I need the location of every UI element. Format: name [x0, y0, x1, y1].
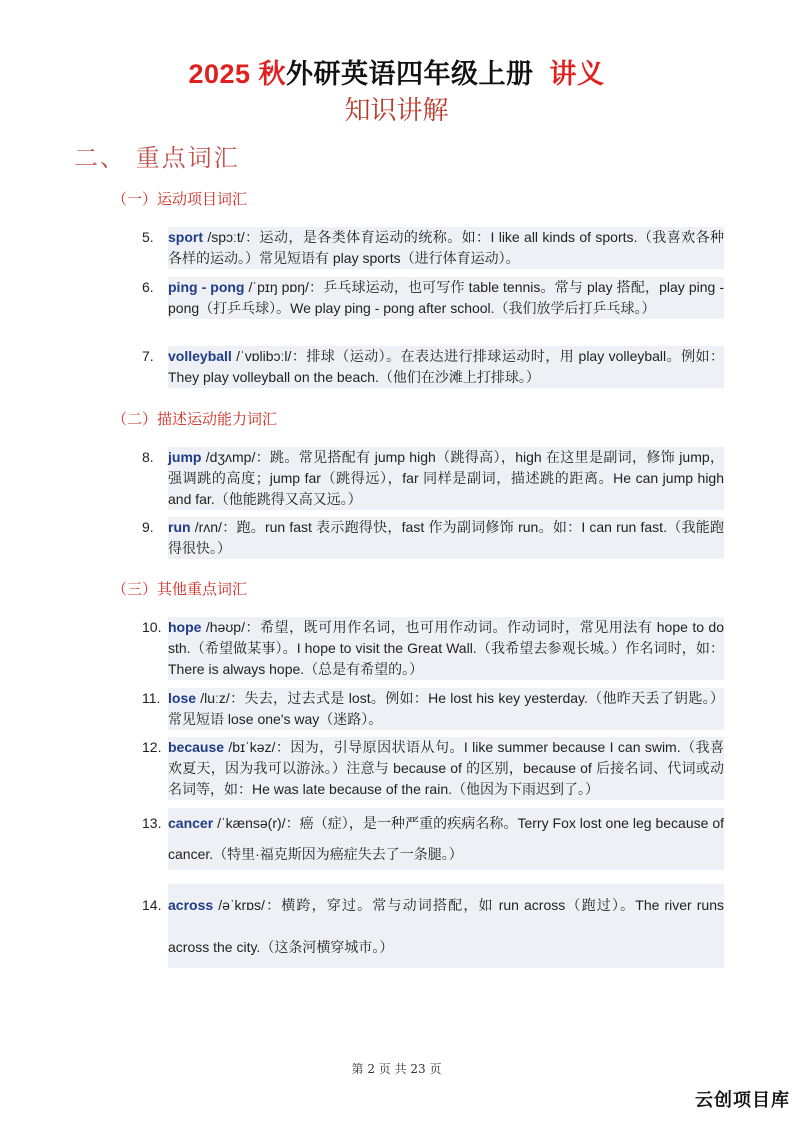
vocab-phonetic: /luːz/： [196, 690, 245, 706]
item-number: 5. [142, 229, 154, 245]
item-number: 14. [142, 897, 162, 913]
vocab-explanation: 跑。run fast 表示跑得快，fast 作为副词修饰 run。如：I can run fast.（我能跑得很快。） [168, 519, 724, 556]
page-number: 第 2 页 共 23 页 [351, 1062, 442, 1076]
vocab-word: cancer [168, 815, 214, 831]
vocab-item-across [142, 884, 724, 968]
vocab-item-cancer [142, 808, 724, 870]
vocab-phonetic: /əˈkrɒs/： [213, 897, 282, 913]
vocab-phonetic: /bɪˈkəz/： [224, 739, 291, 755]
vocab-item-hope [142, 617, 724, 680]
vocab-explanation: 排球（运动）。在表达进行排球运动时，用 play volleyball。例如：They play volleyball on the beach.（他们在沙滩上打排球。） [168, 348, 725, 385]
vocab-explanation: 跳。常见搭配有 jump high（跳得高），high 在这里是副词，修饰 jump，强调跳的高度；jump far（跳得远），far 同样是副词，描述跳的距离。He can jump high and far.（他能跳得又高又远。） [168, 449, 724, 507]
vocab-word: volleyball [168, 348, 232, 364]
vocab-phonetic: /ˈvɒlibɔːl/： [231, 348, 307, 364]
item-number: 9. [142, 519, 154, 535]
title-year: 2025 秋 [188, 59, 287, 89]
section-heading: 二、 重点词汇 [74, 144, 240, 172]
vocab-phonetic: /ˈkænsə(r)/： [213, 815, 300, 831]
vocab-explanation: 运动，是各类体育运动的统称。如：I like all kinds of sports.（我喜欢各种各样的运动。）常见短语有 play sports（进行体育运动）。 [168, 229, 724, 266]
vocab-explanation: 癌（症），是一种严重的疾病名称。Terry Fox lost one leg because of cancer.（特里·福克斯因为癌症失去了一条腿。） [168, 815, 725, 862]
vocab-item-run [142, 517, 724, 559]
vocab-word: lose [168, 690, 197, 706]
vocab-word: hope [168, 619, 202, 635]
vocab-word: because [168, 739, 225, 755]
group-heading-sports: （一）运动项目词汇 [112, 191, 248, 208]
vocab-explanation: 希望，既可用作名词，也可用作动词。作动词时，常见用法有 hope to do sth.（希望做某事）。I hope to visit the Great Wall.（我希望去参观长城。）作名词时，如：There is always hope.（总是有希望的。） [168, 619, 725, 677]
vocab-explanation: 因为，引导原因状语从句。I like summer because I can swim.（我喜欢夏天，因为我可以游泳。）注意与 because of 的区别，because of 后接名词、代词或动名词等，如：He was late because of the rain.（他因为下雨迟到了。） [168, 739, 724, 797]
item-number: 6. [142, 279, 154, 295]
item-number: 13. [142, 815, 162, 831]
title-tag: 讲义 [549, 59, 605, 89]
vocab-phonetic: /rʌn/： [190, 519, 237, 535]
vocab-word: run [168, 519, 191, 535]
document-subtitle: 知识讲解 [344, 96, 449, 126]
document-title [0, 52, 793, 91]
item-number: 11. [142, 690, 161, 706]
vocab-phonetic: /spɔːt/： [203, 229, 260, 245]
group-heading-other: （三）其他重点词汇 [112, 581, 248, 598]
vocab-phonetic: /ˈpɪŋ pɒŋ/： [244, 279, 324, 295]
vocab-phonetic: /həʊp/： [201, 619, 261, 635]
group-heading-abilities: （二）描述运动能力词汇 [112, 411, 278, 428]
vocab-item-ping-pong [142, 277, 724, 319]
vocab-explanation: 失去，过去式是 lost。例如：He lost his key yesterday.（他昨天丢了钥匙。）常见短语 lose one's way（迷路）。 [168, 690, 724, 727]
item-number: 8. [142, 449, 154, 465]
vocab-word: jump [168, 449, 202, 465]
vocab-item-sport [142, 227, 724, 269]
item-number: 10. [142, 619, 162, 635]
vocab-word: ping - pong [168, 279, 245, 295]
brand-watermark: 云创项目库 [695, 1090, 790, 1110]
vocab-explanation: 横跨，穿过。常与动词搭配，如 run across（跑过）。The river runs across the city.（这条河横穿城市。） [168, 897, 724, 955]
vocab-phonetic: /dʒʌmp/： [201, 449, 271, 465]
item-number: 12. [142, 739, 162, 755]
vocab-item-volleyball [142, 346, 724, 388]
vocab-item-lose [142, 688, 724, 730]
vocab-item-jump [142, 447, 724, 510]
vocab-word: sport [168, 229, 203, 245]
vocab-word: across [168, 897, 214, 913]
vocab-item-because [142, 737, 724, 800]
vocab-explanation: 乒乓球运动，也可写作 table tennis。常与 play 搭配，play ping - pong（打乒乓球）。We play ping - pong after school.（我们放学后打乒乓球。） [168, 279, 724, 316]
item-number: 7. [142, 348, 154, 364]
title-main: 外研英语四年级上册 [286, 59, 534, 89]
